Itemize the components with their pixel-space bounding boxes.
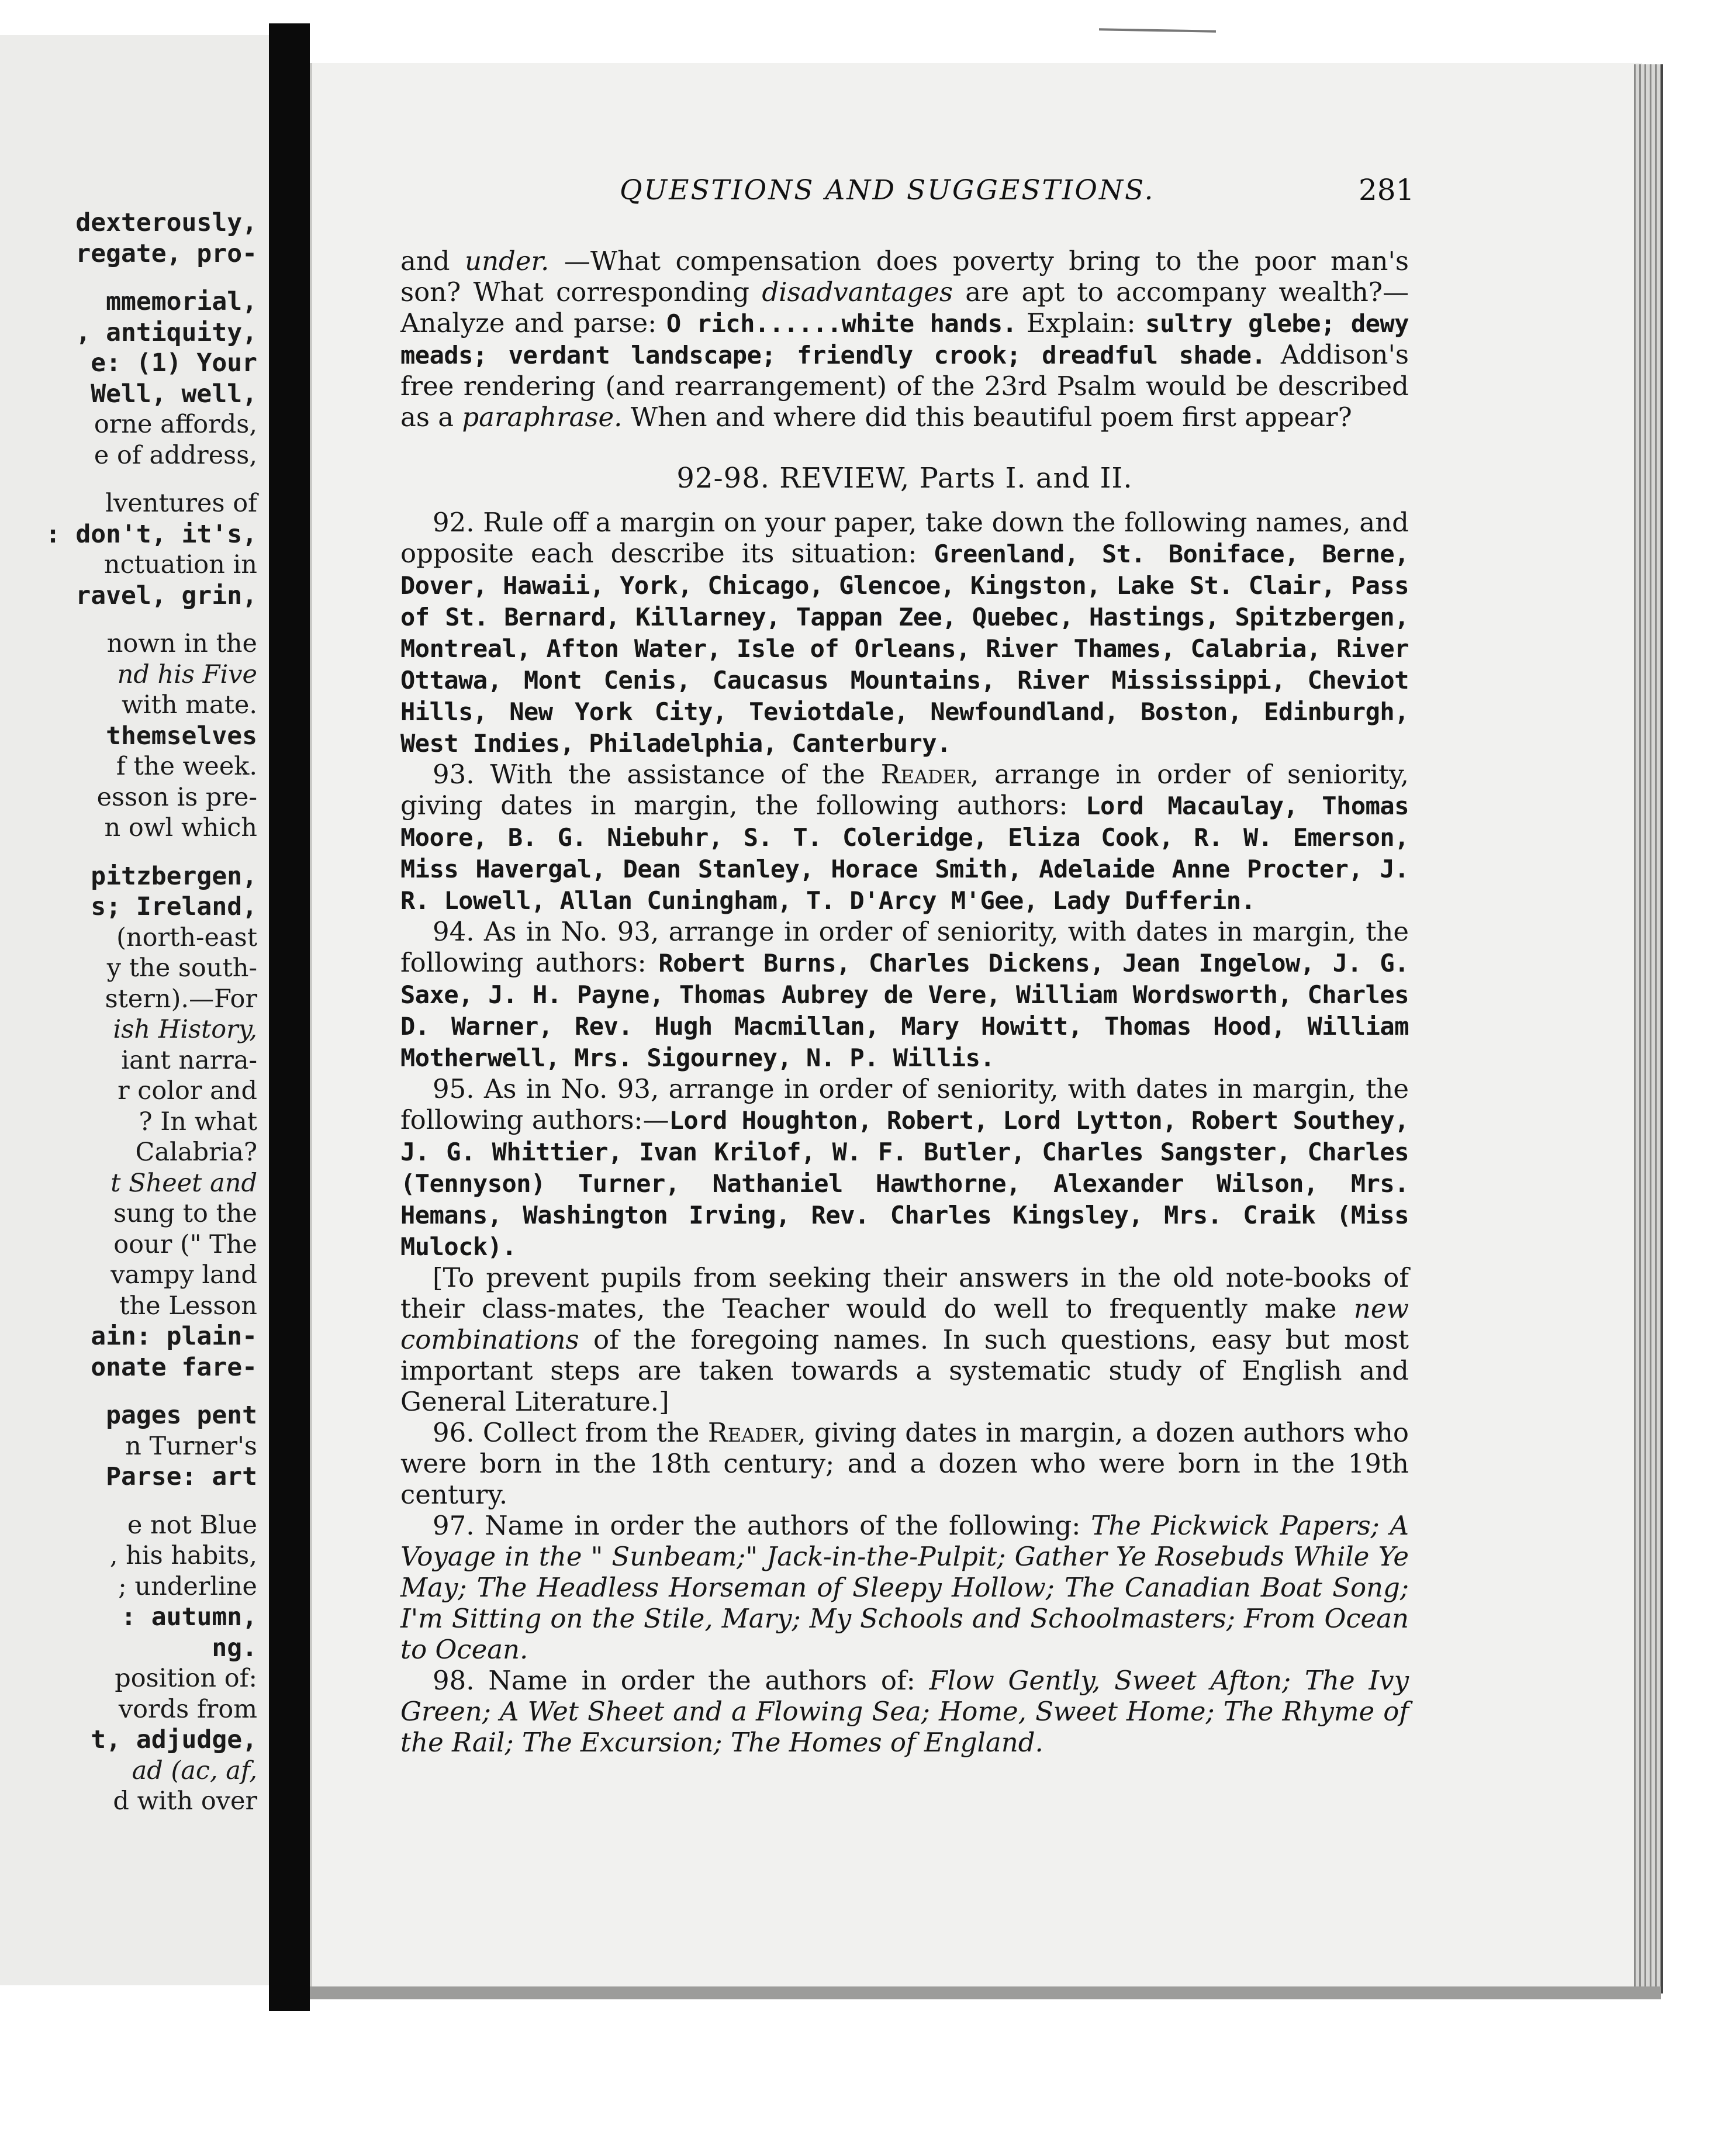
left-page-line: : autumn, xyxy=(121,1602,257,1632)
left-page-line: e of address, xyxy=(94,440,257,470)
left-page-line: ? In what xyxy=(139,1107,257,1136)
left-page-line: : don't, it's, xyxy=(45,519,257,549)
left-page-line: the Lesson xyxy=(119,1291,257,1321)
left-page-line: vords from xyxy=(118,1694,257,1724)
left-page-line: mmemorial, xyxy=(106,287,257,316)
left-page-line: s; Ireland, xyxy=(91,892,257,921)
left-page-line: n owl which xyxy=(104,813,257,842)
left-page-line: with mate. xyxy=(121,690,257,720)
left-page-line: t Sheet and xyxy=(110,1168,257,1198)
left-page-line: pages pent xyxy=(106,1401,257,1430)
page-edges xyxy=(1634,64,1663,1993)
left-page-line: , his habits, xyxy=(109,1541,257,1570)
left-page-line: orne affords, xyxy=(94,410,257,439)
gutter-shadow xyxy=(269,23,310,2011)
left-page-line: y the south- xyxy=(106,953,257,983)
left-page-line: themselves xyxy=(106,721,257,751)
scan-artifact-line xyxy=(1099,28,1216,32)
section-heading: 92-98. REVIEW, Parts I. and II. xyxy=(676,462,1133,495)
running-head: QUESTIONS AND SUGGESTIONS. xyxy=(620,174,1155,206)
left-page-line: t, adjudge, xyxy=(91,1725,257,1754)
left-page-line: nctuation in xyxy=(103,550,257,579)
left-page-line: ad (ac, af, xyxy=(132,1756,257,1785)
left-page-line: esson is pre- xyxy=(96,782,257,812)
left-page-line: ish History, xyxy=(113,1015,257,1044)
left-page-line: Calabria? xyxy=(135,1138,257,1167)
left-page-line: regate, pro- xyxy=(75,239,257,268)
left-page-line: dexterously, xyxy=(75,208,257,237)
question-93: 93. With the assistance of the Reader, arrange in order of seniority, giving dates in margin, the following authors: Lord Macaulay, Thomas Moore, B. G. Niebuhr, S. T. Coleridge, Eliza Cook, R. W. Emerson, Miss Havergal, Dean Stanley, Horace Smith, Adelaide Anne Procter, J. R. Lowell, Allan Cuningham, T. D'Arcy M'Gee, Lady Dufferin. xyxy=(400,759,1409,915)
left-page-line: pitzbergen, xyxy=(91,861,257,891)
intro-paragraph: and under. —What compensation does poverty bring to the poor man's son? What corresponding disadvantages are apt to accompany wealth?—Analyze and parse: O rich......white hands. Explain: sultry glebe; dewy meads; verdant landscape; friendly crook; dreadful shade. Addison's free rendering (and rearrangement) of the 23rd Psalm would be described as a paraphrase. When and where did this beautiful poem first appear? xyxy=(400,246,1409,433)
left-page-line: iant narra- xyxy=(121,1045,257,1075)
left-page-line: Well, well, xyxy=(91,379,257,409)
left-page-line: e not Blue xyxy=(127,1510,257,1540)
question-92: 92. Rule off a margin on your paper, take down the following names, and opposite each describe its situation: Greenland, St. Boniface, Berne, Dover, Hawaii, York, Chicago, Glencoe, Kingston, Lake St. Clair, Pass of St. Bernard, Killarney, Tappan Zee, Quebec, Hastings, Spitzbergen, Montreal, Afton Water, Isle of Orleans, River Thames, Calabria, River Ottawa, Mont Cenis, Caucasus Mountains, River Mississippi, Cheviot Hills, New York City, Teviotdale, Newfoundland, Boston, Edinburgh, West Indies, Philadelphia, Canterbury. xyxy=(400,507,1409,758)
left-facing-page xyxy=(0,35,269,1985)
left-page-line: e: (1) Your xyxy=(91,348,257,378)
left-page-line: nown in the xyxy=(106,629,257,658)
left-page-line: f the week. xyxy=(116,752,257,781)
teacher-note: [To prevent pupils from seeking their answers in the old note-books of their class-mates, the Teacher would do well to frequently make new combinations of the foregoing names. In such questions, easy but most important steps are taken towards a systematic study of English and General Literature.] xyxy=(400,1262,1409,1417)
left-page-line: n Turner's xyxy=(125,1431,257,1461)
left-page-line: nd his Five xyxy=(117,659,257,689)
page-bottom-shadow xyxy=(310,1986,1661,1999)
left-page-line: ng. xyxy=(212,1633,257,1663)
left-page-line: r color and xyxy=(118,1076,257,1105)
left-page-line: onate fare- xyxy=(91,1352,257,1382)
left-page-line: (north-east xyxy=(116,922,257,952)
page-body xyxy=(400,246,1409,1758)
left-page-line: , antiquity, xyxy=(75,317,257,347)
left-page-line: Parse: art xyxy=(106,1462,257,1491)
left-page-line: vampy land xyxy=(110,1260,257,1290)
left-page-line: position of: xyxy=(115,1664,257,1693)
left-page-line: ravel, grin, xyxy=(75,581,257,610)
left-page-line: ain: plain- xyxy=(91,1322,257,1351)
left-page-line: lventures of xyxy=(105,489,257,518)
question-96: 96. Collect from the Reader, giving dates in margin, a dozen authors who were born in the 18th century; and a dozen who were born in the 19th century. xyxy=(400,1417,1409,1510)
question-97: 97. Name in order the authors of the following: The Pickwick Papers; A Voyage in the " Sunbeam;" Jack-in-the-Pulpit; Gather Ye Rosebuds While Ye May; The Headless Horseman of Sleepy Hollow; The Canadian Boat Song; I'm Sitting on the Stile, Mary; My Schools and Schoolmasters; From Ocean to Ocean. xyxy=(400,1510,1409,1665)
question-95: 95. As in No. 93, arrange in order of seniority, with dates in margin, the following authors:—Lord Houghton, Robert, Lord Lytton, Robert Southey, J. G. Whittier, Ivan Krilof, W. F. Butler, Charles Sangster, Charles (Tennyson) Turner, Nathaniel Hawthorne, Alexander Wilson, Mrs. Hemans, Washington Irving, Rev. Charles Kingsley, Mrs. Craik (Miss Mulock). xyxy=(400,1073,1409,1261)
left-page-line: d with over xyxy=(113,1787,257,1816)
question-98: 98. Name in order the authors of: Flow Gently, Sweet Afton; The Ivy Green; A Wet Sheet and a Flowing Sea; Home, Sweet Home; The Rhyme of the Rail; The Excursion; The Homes of England. xyxy=(400,1665,1409,1758)
left-page-line: stern).—For xyxy=(105,984,257,1014)
left-page-line: ; underline xyxy=(118,1571,257,1601)
page-number: 281 xyxy=(1359,173,1415,207)
question-94: 94. As in No. 93, arrange in order of seniority, with dates in margin, the following authors: Robert Burns, Charles Dickens, Jean Ingelow, J. G. Saxe, J. H. Payne, Thomas Aubrey de Vere, William Wordsworth, Charles D. Warner, Rev. Hugh Macmillan, Mary Howitt, Thomas Hood, William Motherwell, Mrs. Sigourney, N. P. Willis. xyxy=(400,916,1409,1072)
left-page-line: oour (" The xyxy=(113,1229,257,1259)
left-page-line: sung to the xyxy=(113,1199,257,1228)
